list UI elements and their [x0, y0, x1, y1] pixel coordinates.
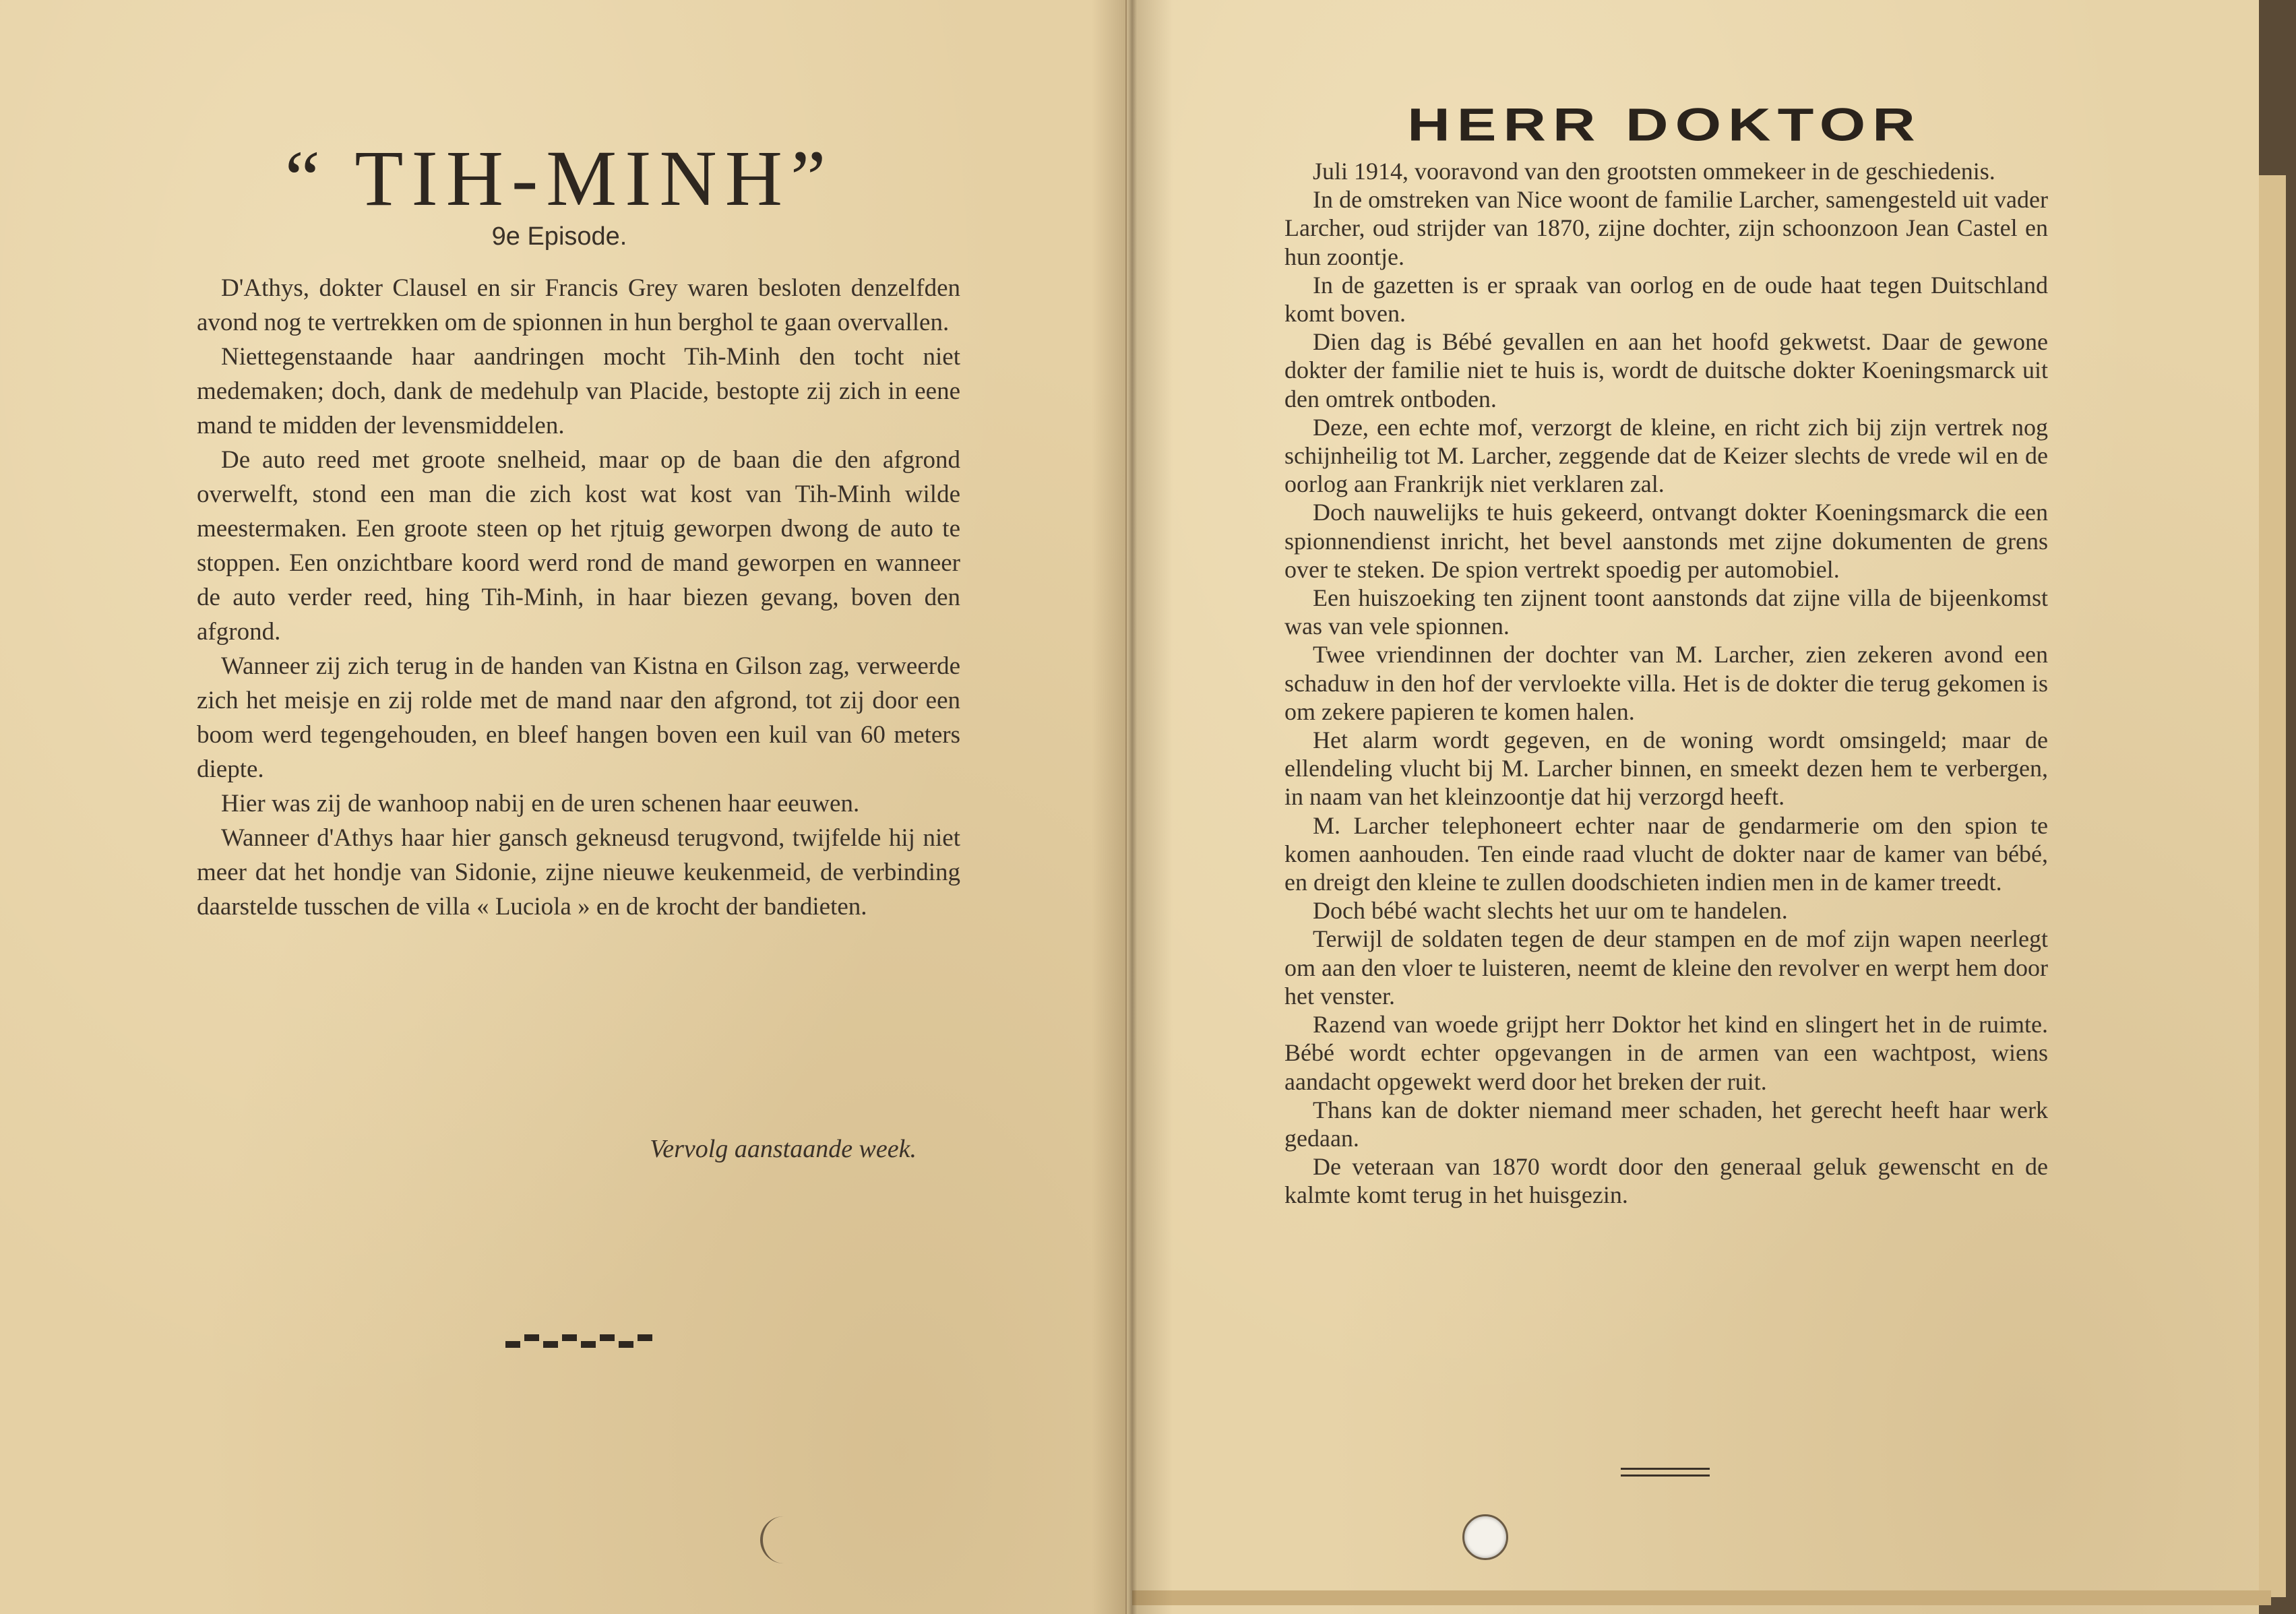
paragraph: Wanneer zij zich terug in de handen van Kistna en Gilson zag, verweerde zich het meisje en zij rolde met de mand naar den afgrond, tot zij door een boom werd tegengehouden, en bleef hangen boven een kuil van 60 meters diepte.: [197, 652, 960, 783]
paragraph: In de omstreken van Nice woont de familie Larcher, samengesteld uit vader Larcher, oud strijder van 1870, zijne dochter, zijn schoonzoon Jean Castel en hun zoontje.: [1284, 186, 2048, 270]
paragraph: Doch bébé wacht slechts het uur om te handelen.: [1313, 897, 1788, 925]
left-article-body: [197, 271, 960, 924]
paragraph: Doch nauwelijks te huis gekeerd, ontvangt dokter Koeningsmarck die een spionnendienst inricht, het bevel aanstonds met zijne dokumenten de grens over te steken. De spion vertrekt spoedig per automobiel.: [1284, 499, 2048, 583]
binder-hole: [1462, 1514, 1508, 1560]
paragraph: Niettegenstaande haar aandringen mocht Tih-Minh den tocht niet medemaken; doch, dank de medehulp van Placide, bestopte zij zich in eene mand te midden der levensmiddelen.: [197, 343, 960, 439]
end-rule: [1621, 1475, 1710, 1477]
paragraph: Dien dag is Bébé gevallen en aan het hoofd gekwetst. Daar de gewone dokter der familie niet te huis is, wordt de duitsche dokter Koeningsmarck uit den omtrek ontboden.: [1284, 328, 2048, 412]
paragraph: De auto reed met groote snelheid, maar op de baan die den afgrond overwelft, stond een man die zich kost wat kost van Tih-Minh wilde meestermaken. Een groote steen op het rjtuig geworpen dwong de auto te stoppen. Een onzichtbare koord werd rond de mand geworpen en wanneer de auto verder reed, hing Tih-Minh, in haar biezen gevang, boven den afgrond.: [197, 446, 960, 646]
paragraph: Terwijl de soldaten tegen de deur stampen en de mof zijn wapen neerlegt om aan den vloer te luisteren, neemt de kleine den revolver en werpt hem door het venster.: [1284, 925, 2048, 1010]
paragraph: Thans kan de dokter niemand meer schaden, het gerecht heeft haar werk gedaan.: [1284, 1096, 2048, 1152]
page-bottom-edge: [1132, 1590, 2271, 1605]
paragraph: D'Athys, dokter Clausel en sir Francis Grey waren besloten denzelfden avond nog te vertrekken om de spionnen in hun berghol te gaan overvallen.: [197, 274, 960, 336]
continued-next-week: Vervolg aanstaande week.: [650, 1135, 917, 1163]
paper-curl-mark: [760, 1516, 790, 1563]
paragraph: M. Larcher telephoneert echter naar de gendarmerie om den spion te komen aanhouden. Ten einde raad vlucht de dokter naar de kamer van bébé, en dreigt den kleine te zullen doodschieten indien men in de kamer treedt.: [1284, 811, 2048, 896]
episode-label: 9e Episode.: [491, 222, 627, 251]
paragraph: Hier was zij de wanhoop nabij en de uren schenen haar eeuwen.: [221, 790, 860, 817]
paragraph: Het alarm wordt gegeven, en de woning wordt omsingeld; maar de ellendeling vlucht bij M. Larcher binnen, en smeekt dezen hem te verbergen, in naam van het kleinzoontje dat hij verzorgd heeft.: [1284, 726, 2048, 811]
paragraph: Juli 1914, vooravond van den grootsten ommekeer in de geschiedenis.: [1313, 158, 1995, 185]
paragraph: Twee vriendinnen der dochter van M. Larcher, zien zekeren avond een schaduw in den hof der vervloekte villa. Het is de dokter die terug gekomen is om zekere papieren te komen halen.: [1284, 641, 2048, 725]
paragraph: Deze, een echte mof, verzorgt de kleine, en richt zich bij zijn vertrek nog schijnheilig tot M. Larcher, zeggende dat de Keizer slechts de vrede wil en de oorlog aan Frankrijk niet verklaren zal.: [1284, 413, 2048, 498]
paragraph: In de gazetten is er spraak van oorlog en de oude haat tegen Duitschland komt boven.: [1284, 271, 2048, 328]
paragraph: Wanneer d'Athys haar hier gansch gekneusd terugvond, twijfelde hij niet meer dat het hondje van Sidonie, zijne nieuwe keukenmeid, de verbinding daarstelde tusschen de villa « Luciola » en de krocht der bandieten.: [197, 824, 960, 921]
paragraph: Razend van woede grijpt herr Doktor het kind en slingert het in de ruimte. Bébé wordt echter opgevangen in de armen van een wachtpost, wiens aandacht opgewekt werd door het breken der ruit.: [1284, 1011, 2048, 1095]
left-page-title: “ TIH-MINH”: [284, 134, 834, 222]
decorative-ornament: [505, 1334, 673, 1349]
paragraph: De veteraan van 1870 wordt door den generaal geluk gewenscht en de kalmte komt terug in het huisgezin.: [1284, 1153, 2048, 1209]
right-article-body: [1284, 157, 2048, 1210]
end-rule: [1621, 1468, 1710, 1470]
right-page-title: HERR DOKTOR: [1407, 98, 1922, 151]
paragraph: Een huiszoeking ten zijnent toont aanstonds dat zijne villa de bijeenkomst was van vele spionnen.: [1284, 584, 2048, 640]
left-page: [0, 0, 1127, 1614]
